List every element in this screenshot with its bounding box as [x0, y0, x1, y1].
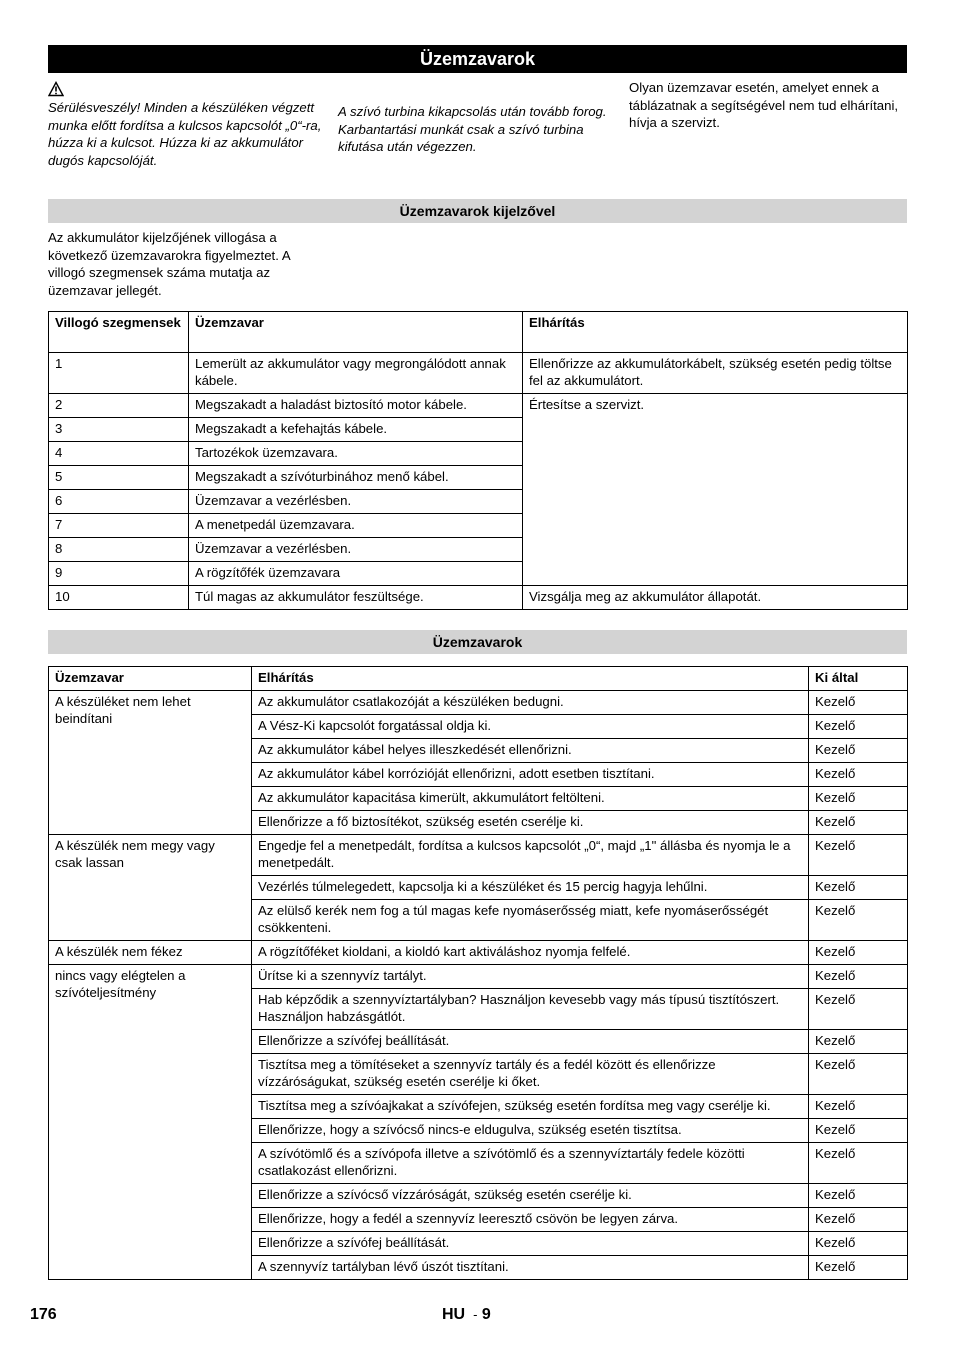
segment-count-cell: 3 [49, 418, 189, 442]
segment-count-cell: 8 [49, 538, 189, 562]
remedy-cell: Engedje fel a menetpedált, fordítsa a kulcsos kapcsolót „0“, majd „1" állásba és nyomja le a menetpedált. [252, 835, 809, 876]
remedy-cell: A rögzítőféket kioldani, a kioldó kart aktiváláshoz nyomja felfelé. [252, 941, 809, 965]
responsible-cell: Kezelő [809, 1054, 908, 1095]
table-row [49, 691, 908, 715]
responsible-cell: Kezelő [809, 1184, 908, 1208]
responsible-cell: Kezelő [809, 1232, 908, 1256]
fault-cell: Megszakadt a haladást biztosító motor kábele. [189, 394, 523, 418]
column-header: Ki által [809, 667, 908, 691]
faults-header: Üzemzavarok [48, 630, 907, 654]
responsible-cell: Kezelő [809, 835, 908, 876]
responsible-cell: Kezelő [809, 1208, 908, 1232]
table-row [49, 586, 908, 610]
column-header: Üzemzavar [49, 667, 252, 691]
remedy-cell: Ellenőrizze a szívócső vízzáróságát, szükség esetén cserélje ki. [252, 1184, 809, 1208]
fault-cell: A menetpedál üzemzavara. [189, 514, 523, 538]
remedy-cell: Az elülső kerék nem fog a túl magas kefe nyomáserősség miatt, kefe nyomáserősségét csökkenteni. [252, 900, 809, 941]
responsible-cell: Kezelő [809, 715, 908, 739]
segment-count-cell: 9 [49, 562, 189, 586]
fault-cell: Megszakadt a kefehajtás kábele. [189, 418, 523, 442]
remedy-cell: Vezérlés túlmelegedett, kapcsolja ki a készüléket és 15 percig hagyja lehűlni. [252, 876, 809, 900]
remedy-cell: Ellenőrizze, hogy a fedél a szennyvíz leeresztő csövön be legyen zárva. [252, 1208, 809, 1232]
fault-cell: A rögzítőfék üzemzavara [189, 562, 523, 586]
segment-count-cell: 2 [49, 394, 189, 418]
responsible-cell: Kezelő [809, 900, 908, 941]
responsible-cell: Kezelő [809, 876, 908, 900]
fault-cell: Üzemzavar a vezérlésben. [189, 490, 523, 514]
table-row [49, 965, 908, 989]
responsible-cell: Kezelő [809, 811, 908, 835]
column-header: Elhárítás [252, 667, 809, 691]
fault-cell: A készülék nem fékez [49, 941, 252, 965]
responsible-cell: Kezelő [809, 1143, 908, 1184]
fault-cell: A készülék nem megy vagy csak lassan [49, 835, 252, 941]
segment-count-cell: 10 [49, 586, 189, 610]
fault-cell: Üzemzavar a vezérlésben. [189, 538, 523, 562]
remedy-cell: Ellenőrizze a szívófej beállítását. [252, 1232, 809, 1256]
responsible-cell: Kezelő [809, 1095, 908, 1119]
responsible-cell: Kezelő [809, 941, 908, 965]
display-faults-header: Üzemzavarok kijelzővel [48, 199, 907, 223]
segment-count-cell: 7 [49, 514, 189, 538]
responsible-cell: Kezelő [809, 763, 908, 787]
intro-service-text: Olyan üzemzavar esetén, amelyet ennek a táblázatnak a segítségével nem tud elhárítani, hívja a szervizt. [629, 80, 899, 130]
table-row [49, 835, 908, 876]
segment-count-cell: 5 [49, 466, 189, 490]
faults-table [48, 666, 908, 1280]
fault-cell: nincs vagy elégtelen a szívóteljesítmény [49, 965, 252, 1280]
display-faults-table [48, 311, 908, 610]
responsible-cell: Kezelő [809, 739, 908, 763]
sub-page-number: 9 [481, 1306, 491, 1323]
remedy-cell: Ellenőrizze a szívófej beállítását. [252, 1030, 809, 1054]
remedy-cell: Ellenőrizze az akkumulátorkábelt, szükség esetén pedig töltse fel az akkumulátort. [523, 353, 908, 394]
responsible-cell: Kezelő [809, 691, 908, 715]
table-row [49, 353, 908, 394]
remedy-cell: A szennyvíz tartályban lévő úszót tisztítani. [252, 1256, 809, 1280]
intro-warning-text: Sérülésveszély! Minden a készüléken végzett munka előtt fordítsa a kulcsos kapcsolót „0“-ra, húzza ki a kulcsot. Húzza ki az akkumulátor dugós kapcsolóját. [48, 100, 322, 168]
remedy-cell: Értesítse a szervizt. [523, 394, 908, 586]
responsible-cell: Kezelő [809, 965, 908, 989]
remedy-cell: A szívótömlő és a szívópofa illetve a szívótömlő és a szennyvíztartály fedele közötti csatlakozást ellenőrizni. [252, 1143, 809, 1184]
page-title: Üzemzavarok [48, 45, 907, 73]
remedy-cell: Vizsgálja meg az akkumulátor állapotát. [523, 586, 908, 610]
remedy-cell: A Vész-Ki kapcsolót forgatással oldja ki. [252, 715, 809, 739]
fault-cell: Tartozékok üzemzavara. [189, 442, 523, 466]
segment-count-cell: 6 [49, 490, 189, 514]
column-header: Villogó szegmensek [49, 312, 189, 353]
remedy-cell: Tisztítsa meg a szívóajkakat a szívófejen, szükség esetén fordítsa meg vagy cserélje ki. [252, 1095, 809, 1119]
intro-turbine-text: A szívó turbina kikapcsolás után tovább forog. Karbantartási munkát csak a szívó turbina kifutása után végezzen. [338, 104, 607, 154]
fault-cell: Túl magas az akkumulátor feszültsége. [189, 586, 523, 610]
table-row [49, 941, 908, 965]
responsible-cell: Kezelő [809, 1030, 908, 1054]
warning-triangle-icon [48, 81, 64, 97]
remedy-cell: Az akkumulátor kábel korrózióját ellenőrizni, adott esetben tisztítani. [252, 763, 809, 787]
intro-col-warning [48, 79, 326, 199]
table-row [49, 394, 908, 418]
display-faults-paragraph: Az akkumulátor kijelzőjének villogása a következő üzemzavarokra figyelmeztet. A villogó szegmensek száma mutatja az üzemzavar jellegét. [48, 230, 290, 298]
column-header: Elhárítás [523, 312, 908, 353]
remedy-cell: Az akkumulátor kábel helyes illeszkedését ellenőrizni. [252, 739, 809, 763]
responsible-cell: Kezelő [809, 1119, 908, 1143]
responsible-cell: Kezelő [809, 989, 908, 1030]
fault-cell: Megszakadt a szívóturbinához menő kábel. [189, 466, 523, 490]
remedy-cell: Ürítse ki a szennyvíz tartályt. [252, 965, 809, 989]
remedy-cell: Az akkumulátor csatlakozóját a készüléken bedugni. [252, 691, 809, 715]
table-header-row [49, 667, 908, 691]
fault-cell: Lemerült az akkumulátor vagy megrongálódott annak kábele. [189, 353, 523, 394]
remedy-cell: Hab képződik a szennyvíztartályban? Használjon kevesebb vagy más típusú tisztítószert. Használjon habzásgátlót. [252, 989, 809, 1030]
remedy-cell: Ellenőrizze, hogy a szívócső nincs-e eldugulva, szükség esetén tisztítsa. [252, 1119, 809, 1143]
fault-cell: A készüléket nem lehet beindítani [49, 691, 252, 835]
page-content [48, 45, 907, 1280]
page-number: 176 [30, 1306, 57, 1323]
language-code: HU [442, 1306, 466, 1323]
remedy-cell: Az akkumulátor kapacitása kimerült, akkumulátort feltölteni. [252, 787, 809, 811]
column-header: Üzemzavar [189, 312, 523, 353]
language-page-marker [442, 1306, 491, 1324]
intro-section [48, 79, 907, 199]
remedy-cell: Ellenőrizze a fő biztosítékot, szükség esetén cserélje ki. [252, 811, 809, 835]
responsible-cell: Kezelő [809, 787, 908, 811]
remedy-cell: Tisztítsa meg a tömítéseket a szennyvíz tartály és a fedél között és ellenőrizze vízzáróságukat, szükség esetén cserélje ki őket. [252, 1054, 809, 1095]
table-header-row [49, 312, 908, 353]
segment-count-cell: 1 [49, 353, 189, 394]
separator: - [473, 1307, 478, 1322]
responsible-cell: Kezelő [809, 1256, 908, 1280]
segment-count-cell: 4 [49, 442, 189, 466]
